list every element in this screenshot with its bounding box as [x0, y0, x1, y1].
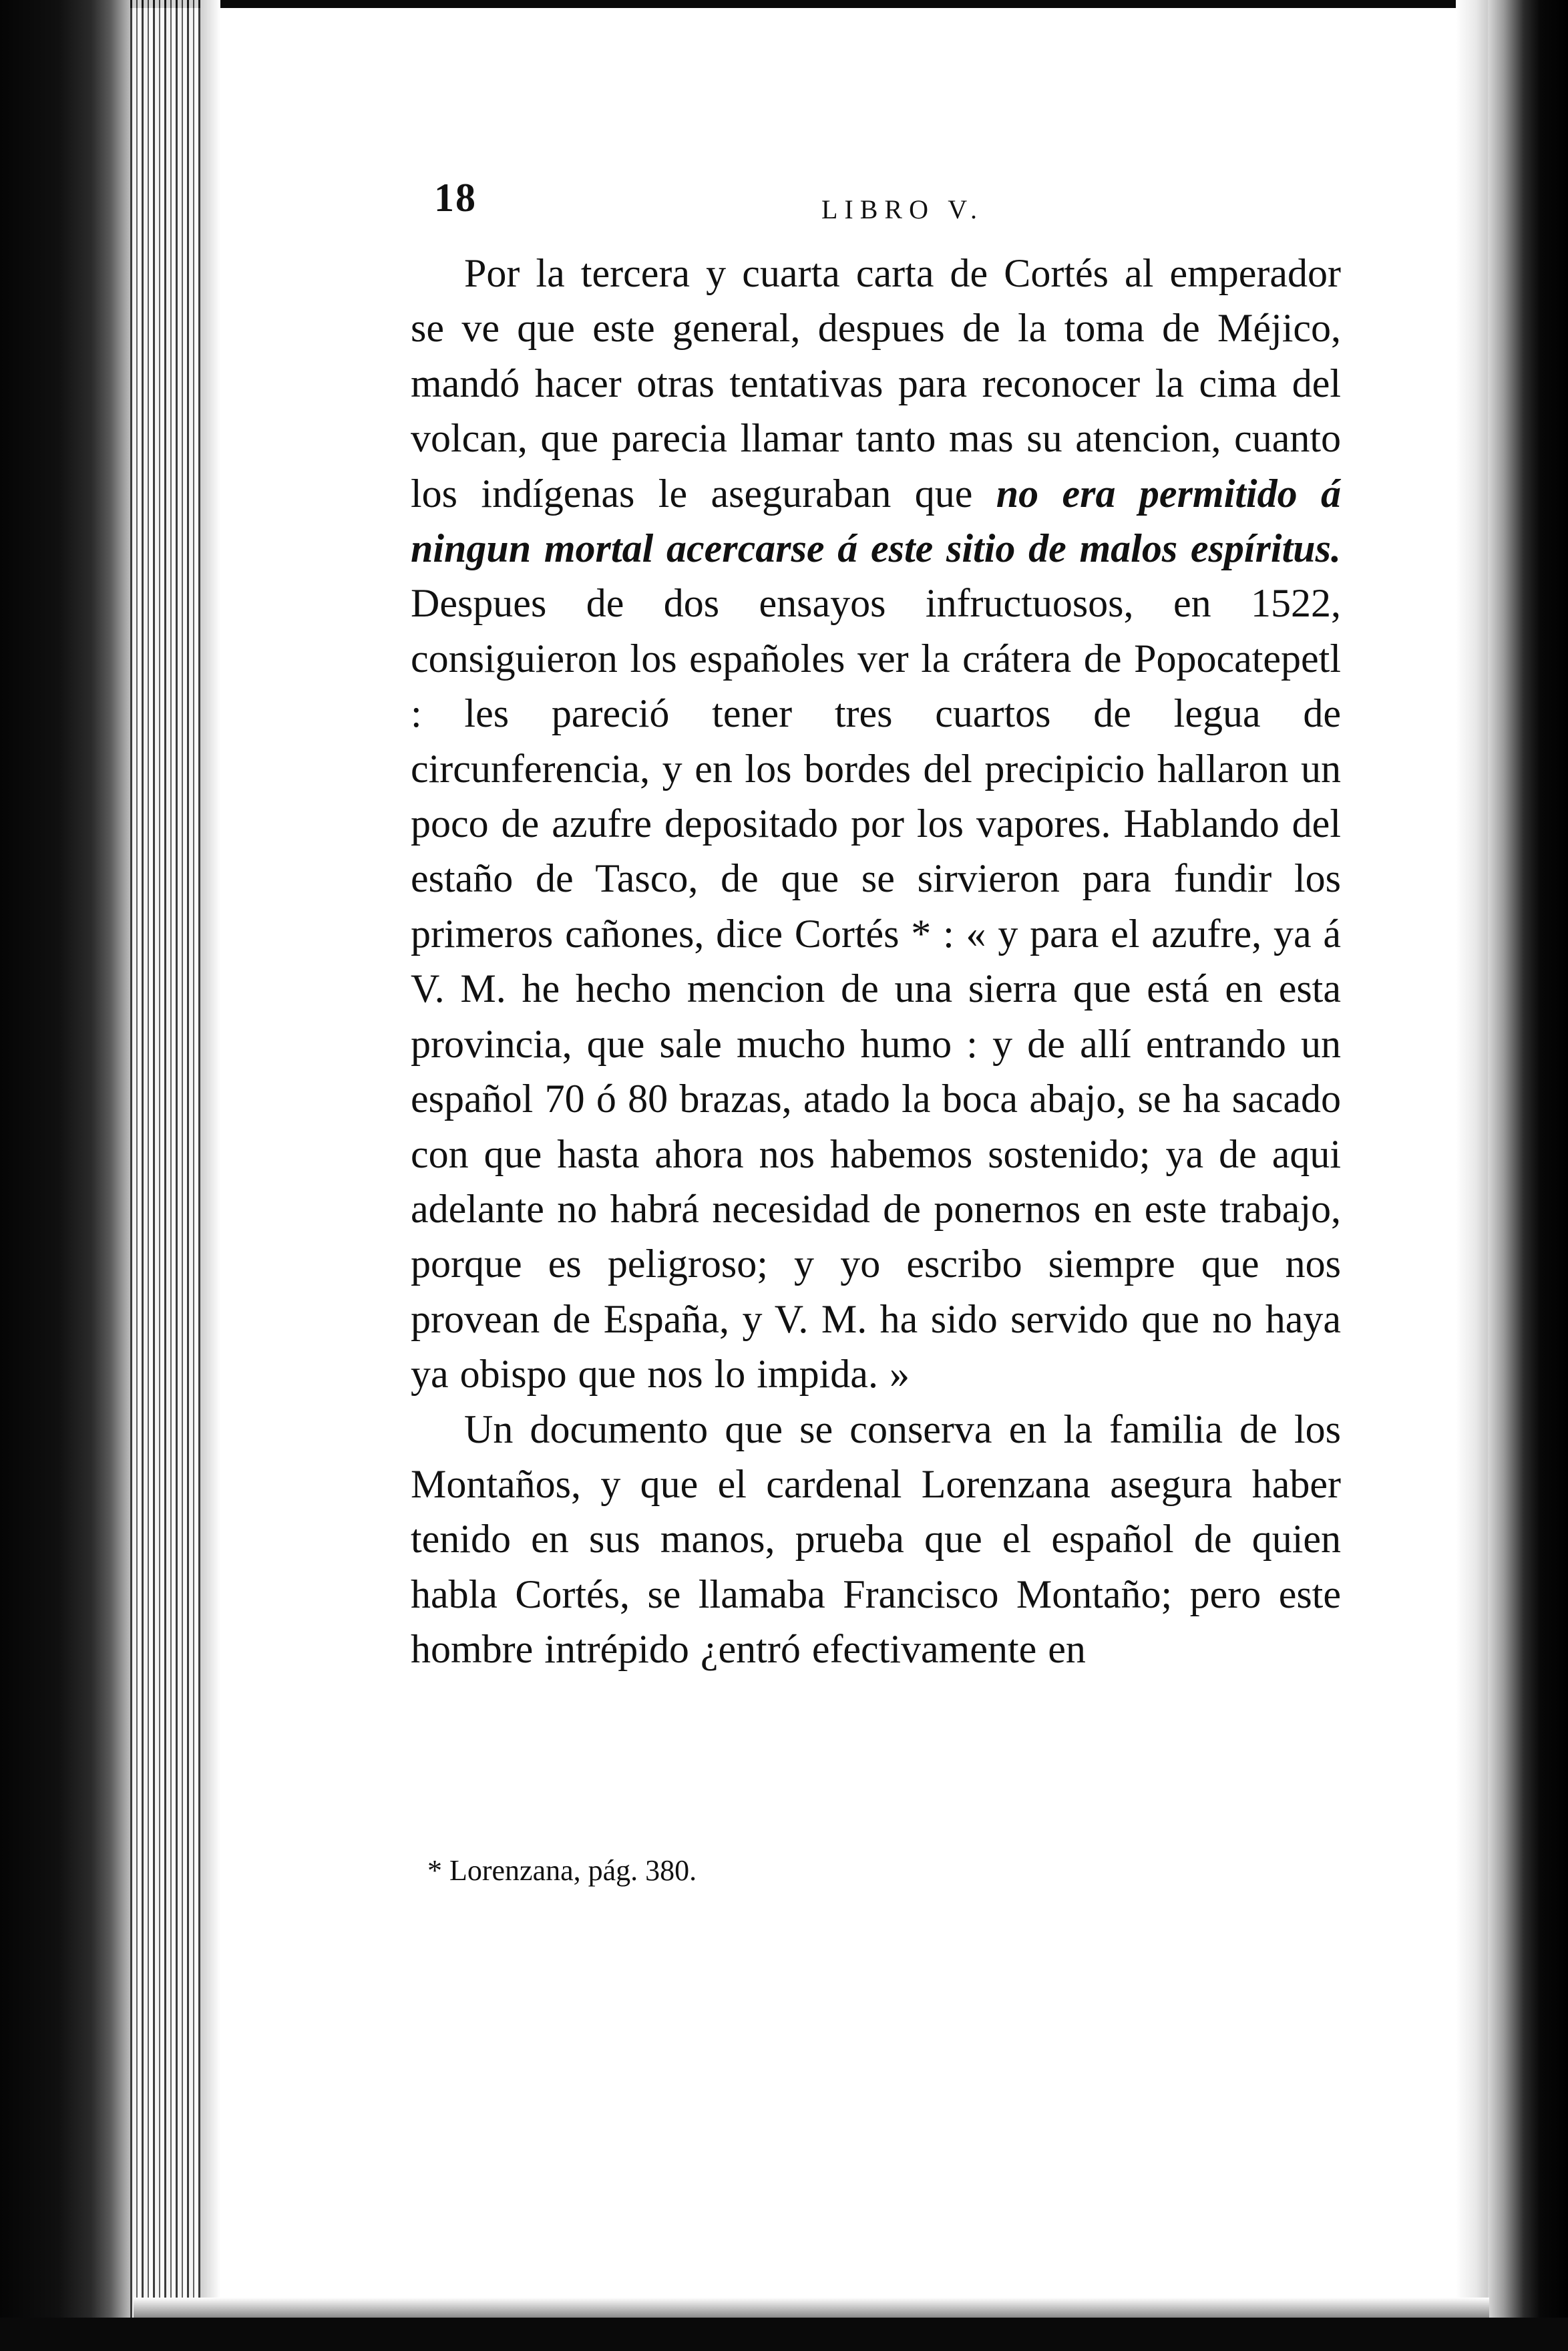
scan-border-top [0, 0, 1568, 8]
body-text [411, 246, 1341, 1677]
paragraph [411, 246, 1341, 1402]
book-binding-edge [130, 0, 204, 2351]
page-bottom-shadow [134, 2298, 1489, 2318]
text-segment: Por la tercera y cuarta carta de Cortés al emperador se ve que este general, despues de la toma de Méjico, mandó hacer otras tentativas para reconocer la cima del volcan, que parecia llamar tanto mas su atencion, cuanto los indígenas le aseguraban que [411, 251, 1341, 516]
text-segment: Un documento que se conserva en la familia de los Montaños, y que el cardenal Lorenzana asegura haber tenido en sus manos, prueba que el español de quien habla Cortés, se llamaba Francisco Montaño; pero este hombre intrépido ¿entró efectivamente en [411, 1407, 1341, 1672]
paragraph [411, 1402, 1341, 1677]
scan-border-left [0, 0, 130, 2351]
running-head: LIBRO V. [821, 194, 984, 224]
footnote: * Lorenzana, pág. 380. [427, 1854, 697, 1887]
page-number: 18 [434, 176, 477, 220]
page-header [434, 175, 1336, 235]
scan-border-bottom [0, 2318, 1568, 2351]
text-segment: Despues de dos ensayos infructuosos, en 1522, consiguieron los españoles ver la crátera de Popocatepetl : les pareció tener tres cuartos de legua de circunferencia, y en los bordes del precipicio hallaron un poco de azufre depositado por los vapores. Hablando del estaño de Tasco, de que se sirvieron para fundir los primeros cañones, dice Cortés * : « y para el azufre, ya á V. M. he hecho mencion de una sierra que está en esta provincia, que sale mucho humo : y de allí entrando un español 70 ó 80 brazas, atado la boca abajo, se ha sacado con que hasta ahora nos habemos sostenido; ya de aqui adelante no habrá necesidad de ponernos en este trabajo, porque es peligroso; y yo escribo siempre que nos provean de España, y V. M. ha sido servido que no haya ya obispo que nos lo impida. » [411, 581, 1341, 1397]
binding-shadow [200, 0, 220, 2351]
italic-quote: no era permitido á ningun mortal acercarse á este sitio de malos espíritus. [411, 471, 1341, 571]
scan-border-right [1488, 0, 1568, 2351]
page-right-edge [1456, 0, 1489, 2351]
